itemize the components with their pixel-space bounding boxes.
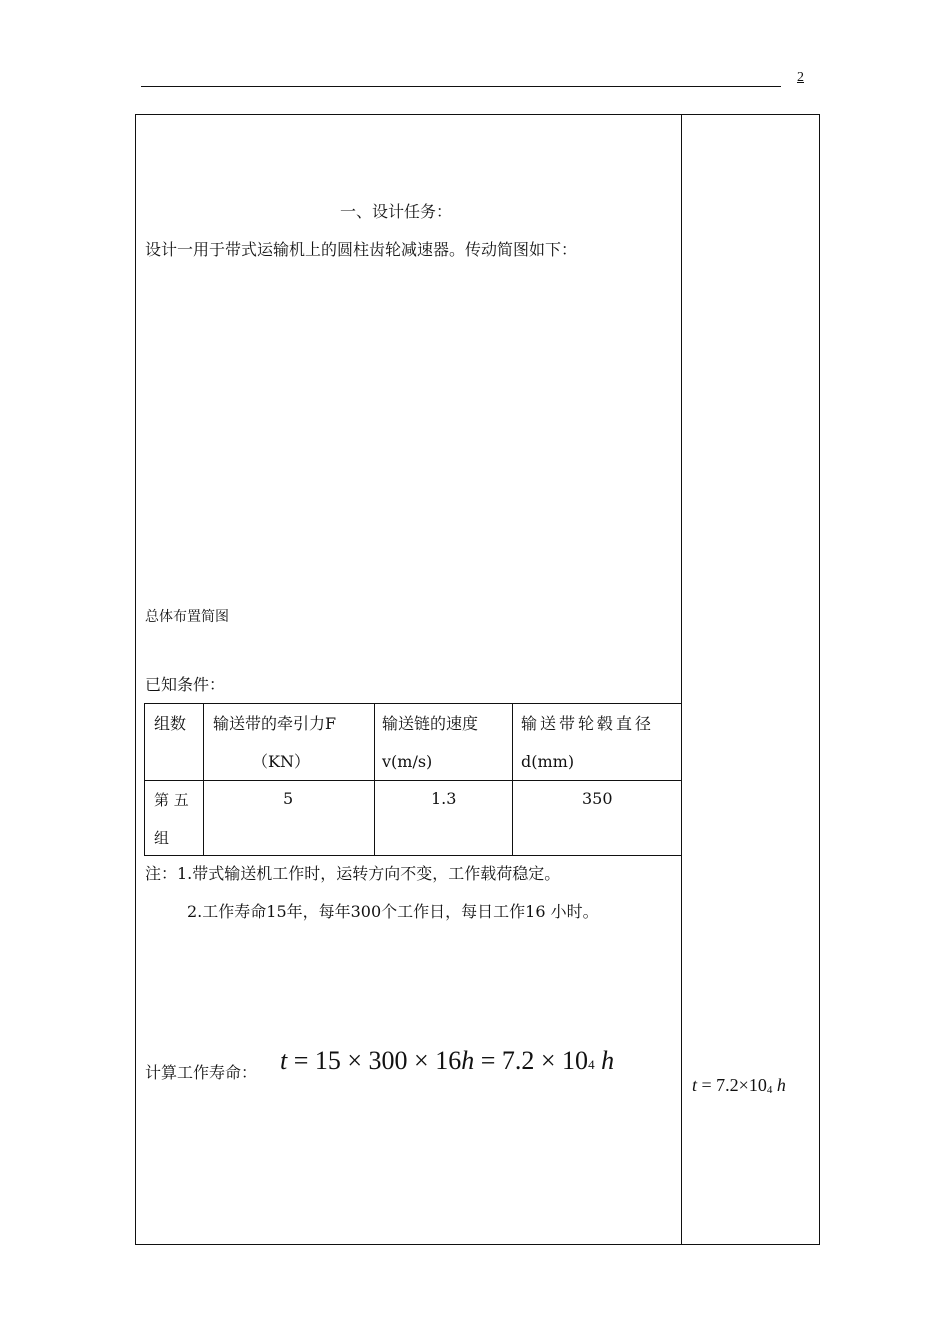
margin-expression: = 7.2×10 [697,1075,767,1095]
diagram-caption: 总体布置简图 [145,609,229,625]
formula-unit-h: h [461,1046,475,1075]
header-force: 输送带的牵引力F [213,714,337,733]
formula-result: = 7.2 × 10 [474,1046,589,1075]
calculation-label: 计算工作寿命： [145,1063,258,1082]
header-group-cell [145,704,204,781]
note-1: 注：1.带式输送机工作时，运转方向不变，工作载荷稳定。 [145,864,561,883]
row-force-cell [204,781,375,856]
margin-var-t: t [692,1075,698,1095]
header-diameter-unit: d(mm) [521,752,575,771]
row-diameter-cell [513,781,682,856]
formula-result-unit: h [594,1046,615,1075]
row-group-suffix: 组 [154,829,170,847]
row-group: 第 五 [154,791,189,809]
page-number: 2 [797,70,804,85]
header-rule [141,86,781,87]
section-title: 一、设计任务： [340,202,453,221]
header-speed-unit: v(m/s) [382,752,433,771]
formula-exponent: 4 [588,1057,595,1072]
header-speed: 输送链的速度 [382,714,479,733]
header-group: 组数 [154,714,187,733]
row-group-cell [145,781,204,856]
row-force: 5 [283,789,294,808]
header-speed-cell [375,704,513,781]
row-speed-cell [375,781,513,856]
task-description: 设计一用于带式运输机上的圆柱齿轮减速器。传动简图如下： [145,240,578,259]
parameters-table [144,703,682,856]
row-diameter: 350 [582,789,613,808]
known-conditions-label: 已知条件： [145,675,226,694]
margin-result-formula [692,1076,786,1094]
formula-expression: = 15 × 300 × 16 [287,1046,462,1075]
header-diameter: 输送带轮毂直径 [521,714,655,733]
header-force-cell [204,704,375,781]
margin-exponent: 4 [766,1084,773,1096]
row-speed: 1.3 [431,789,457,808]
life-formula [280,1048,614,1074]
header-diameter-cell [513,704,682,781]
table-header-row [145,704,682,781]
note-2: 2.工作寿命15年，每年300个工作日，每日工作16 小时。 [187,902,599,921]
formula-var-t: t [280,1046,288,1075]
margin-column-divider [681,114,682,1245]
header-force-unit: （KN） [252,752,310,771]
margin-unit-h: h [772,1075,786,1095]
table-row [145,781,682,856]
